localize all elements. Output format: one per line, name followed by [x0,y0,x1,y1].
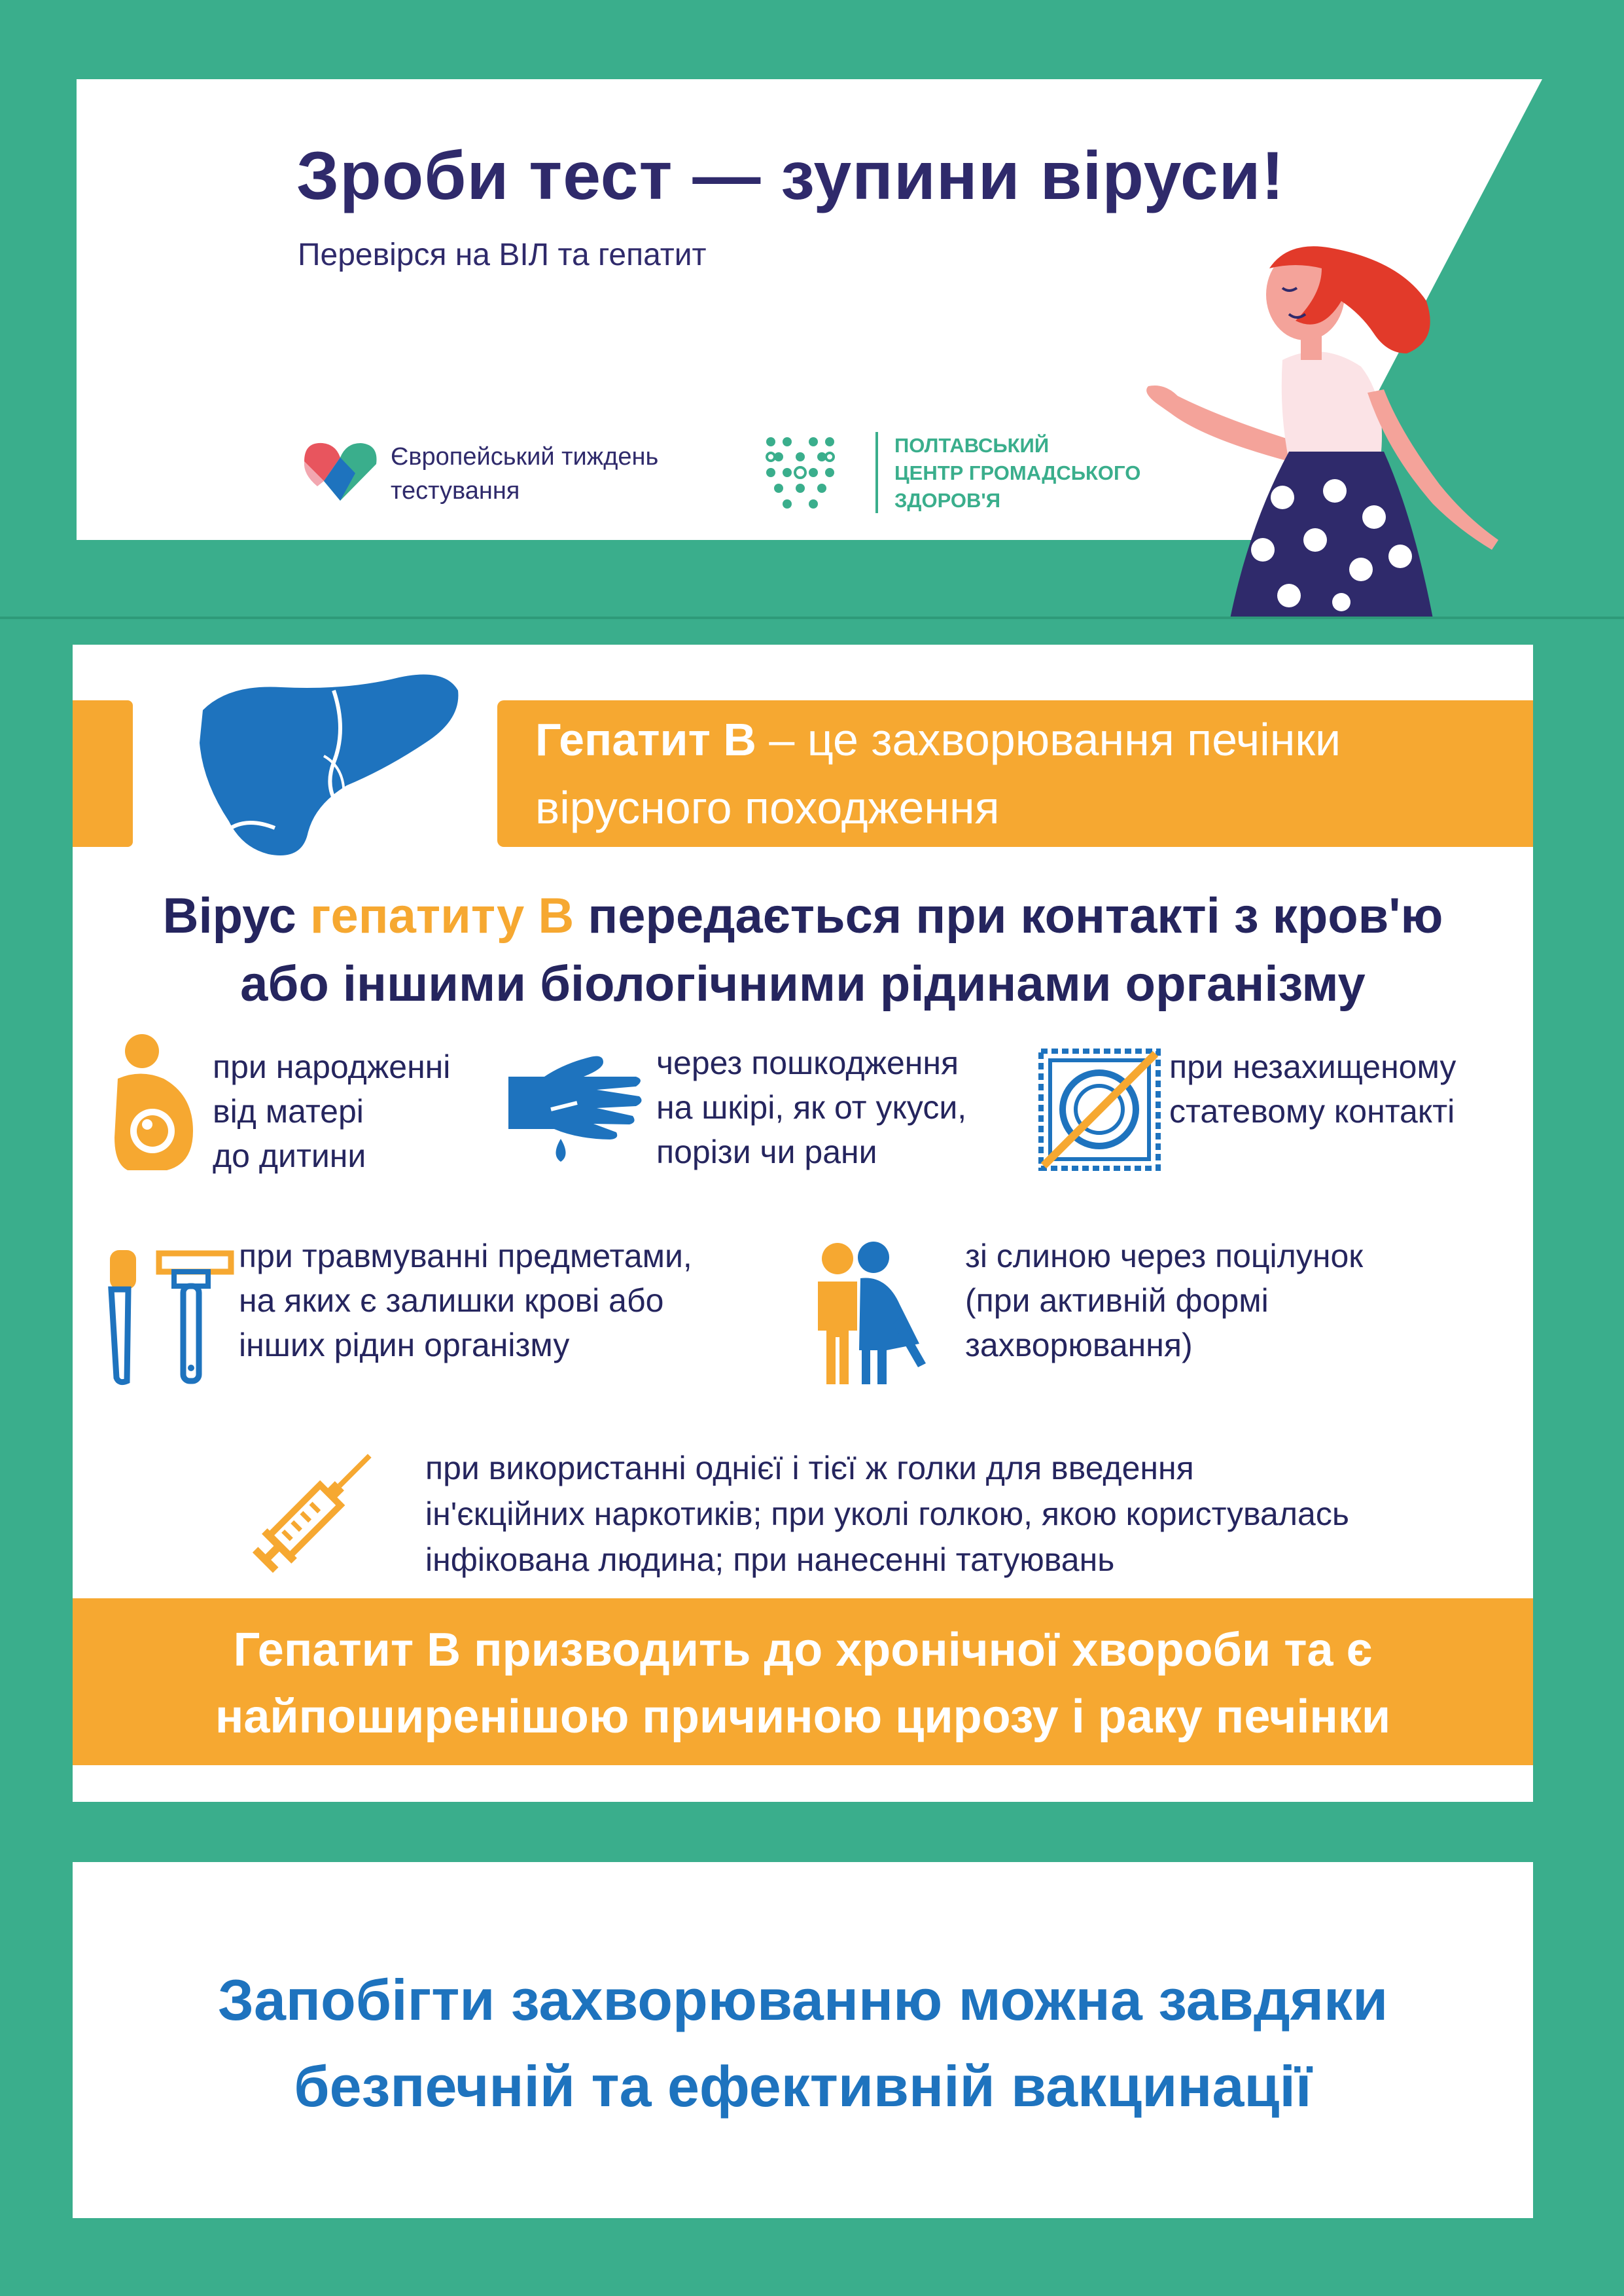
route-birth-line-3: до дитини [213,1138,366,1174]
transmission-title [73,882,1533,1018]
route-objects-line-1: при травмуванні предметами, [239,1238,692,1274]
route-saliva-line-1: зі слиною через поцілунок [965,1238,1364,1274]
route-needle-line-1: при використанні однієї і тієї ж голки для введення [425,1450,1194,1486]
transmission-title-accent: гепатиту В [309,888,574,944]
condom-icon [1036,1046,1163,1174]
warning-text [73,1617,1533,1750]
liver-icon [183,664,465,874]
route-birth-text [213,1045,487,1178]
warning-line-2: найпоширенішою причиною цирозу і раку печінки [215,1691,1391,1743]
pchz-line-3: ЗДОРОВ'Я [894,489,1001,512]
route-sex-line-1: при незахищеному [1169,1049,1456,1085]
route-objects-line-3: інших рідин організму [239,1327,570,1363]
route-sex-line-2: статевому контакті [1169,1093,1455,1130]
page-subtitle: Перевірся на ВІЛ та гепатит [298,238,707,272]
page-title: Зроби тест — зупини віруси! [296,138,1285,214]
woman-illustration [1125,242,1564,619]
route-birth-line-2: від матері [213,1093,364,1130]
warning-line-1: Гепатит В призводить до хронічної хвороби та є [233,1624,1373,1676]
vaccination-line-2: безпечній та ефективній вакцинації [294,2054,1312,2119]
route-needle-line-2: ін'єкційних наркотиків; при уколі голкою, якою користувалась [425,1496,1349,1532]
definition-term: Гепатит В [535,714,756,765]
route-skin-line-1: через пошкодження [656,1045,959,1081]
route-skin-text [656,1041,1023,1174]
definition-line-1: – це захворювання печінки [756,714,1341,765]
route-needle-text [425,1445,1505,1583]
route-saliva-line-2: (при активній формі [965,1282,1269,1319]
vaccination-message [73,1957,1533,2130]
kissing-couple-icon [802,1239,929,1390]
route-skin-line-2: на шкірі, як от укуси, [656,1089,967,1126]
section-divider [0,617,1624,619]
syringe-icon [249,1430,396,1577]
european-testing-week-logo [298,435,383,507]
definition-line-2: вірусного походження [535,782,1000,833]
injured-hand-icon [505,1050,646,1165]
route-saliva-text [965,1234,1462,1367]
route-birth-line-1: при народженні [213,1049,451,1085]
transmission-title-part-1: Вірус [162,888,310,944]
logo-divider [875,432,878,513]
european-testing-week-text [391,440,731,508]
etw-line-2: тестування [391,477,520,505]
pregnant-mother-icon [101,1033,200,1177]
route-objects-line-2: на яких є залишки крові або [239,1282,664,1319]
route-needle-line-3: інфікована людина; при нанесенні татуювань [425,1541,1115,1578]
route-saliva-line-3: захворювання) [965,1327,1193,1363]
etw-line-1: Європейський тиждень [391,443,659,471]
orange-accent-tab [73,700,133,847]
transmission-title-part-2: передається при контакті з кров'ю [574,888,1443,944]
toothbrush-razor-icon [97,1244,247,1388]
route-sex-text [1169,1045,1523,1134]
transmission-title-line-2: або іншими біологічними рідинами організму [240,956,1366,1012]
poltava-center-logo [758,432,843,517]
pchz-line-1: ПОЛТАВСЬКИЙ [894,434,1050,457]
pchz-line-2: ЦЕНТР ГРОМАДСЬКОГО [894,461,1141,484]
vaccination-line-1: Запобігти захворюванню можна завдяки [217,1967,1388,2032]
route-skin-line-3: порізи чи рани [656,1134,877,1170]
route-objects-text [239,1234,749,1367]
definition-text [535,706,1517,842]
